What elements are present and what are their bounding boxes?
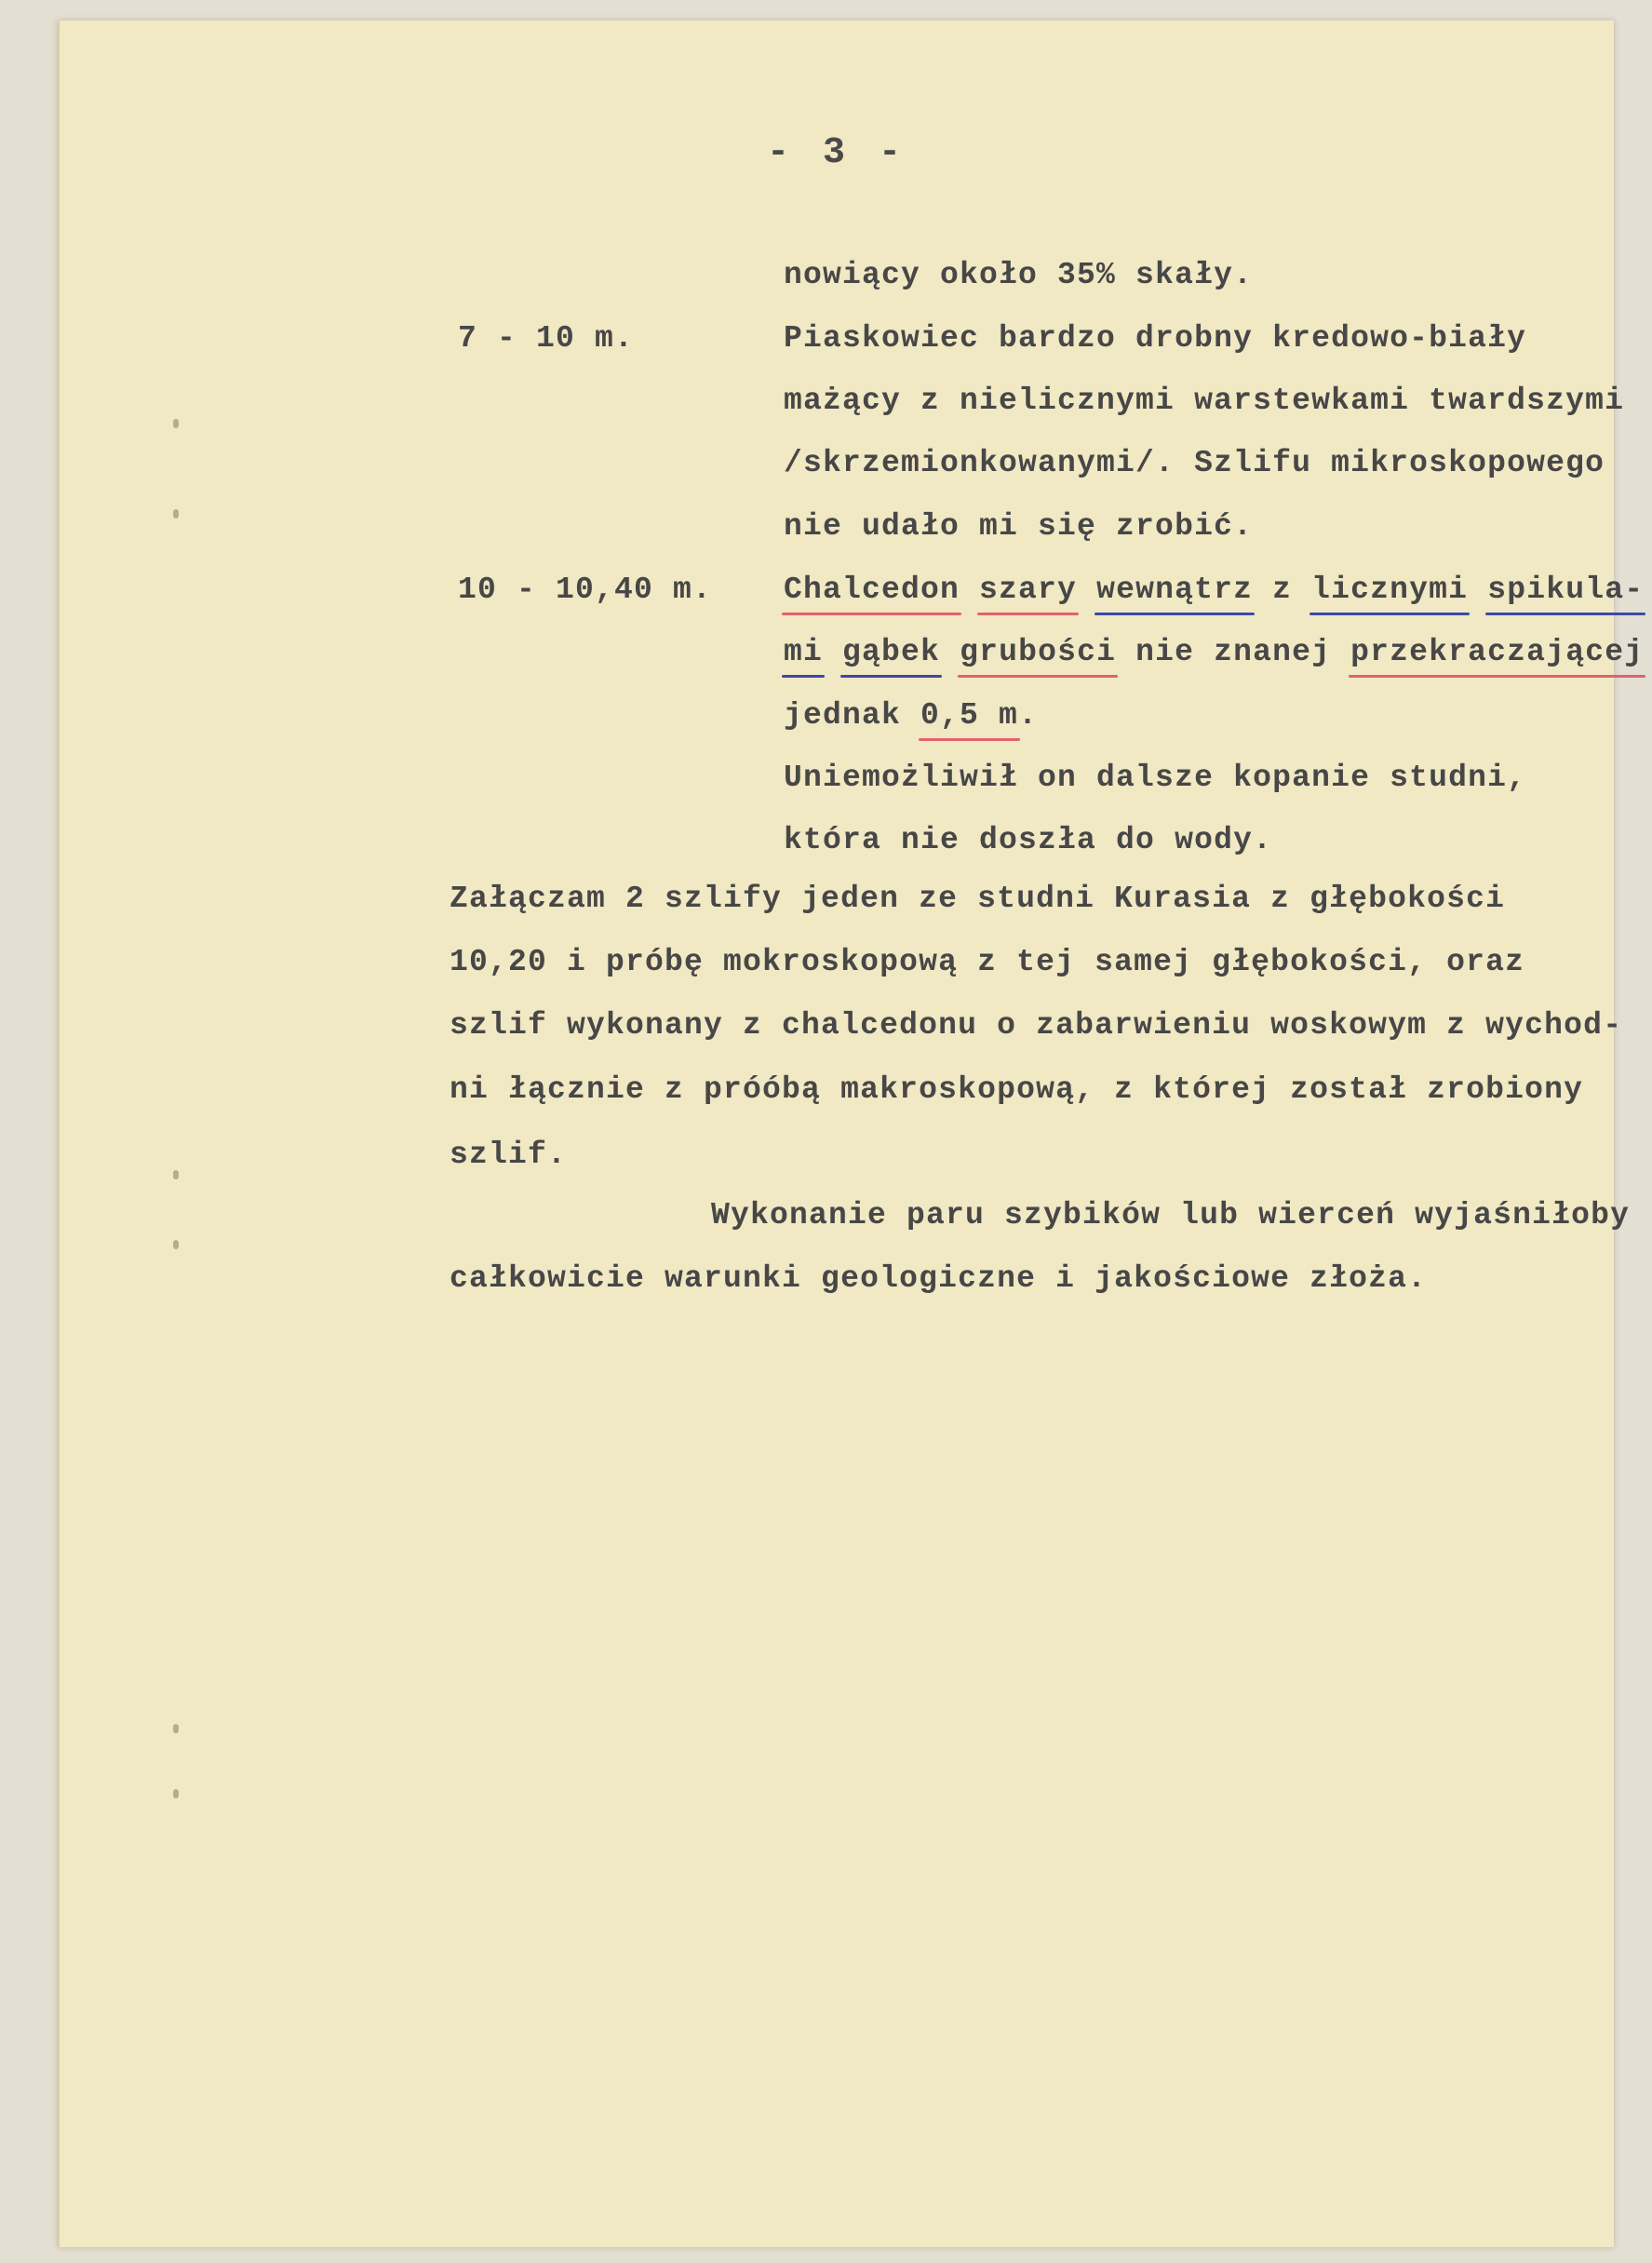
binding-hole-mark [173,1724,179,1733]
text-span [1468,572,1487,607]
underlined-word: mi [784,635,824,669]
underlined-word: grubości [960,635,1117,669]
text-line: która nie doszła do wody. [784,823,1273,857]
text-line: Piaskowiec bardzo drobny kredowo-biały [784,321,1527,356]
underlined-word: wewnątrz [1096,572,1254,607]
text-span [1077,572,1096,607]
text-line: nowiący około 35% skały. [784,258,1254,292]
underlined-word: gąbek [842,635,941,669]
paragraph-line: 10,20 i próbę mokroskopową z tej samej głębokości, oraz [450,945,1525,979]
text-span: nie znanej [1116,635,1351,669]
document-page [58,20,1645,2247]
binding-hole-mark [173,509,179,519]
underlined-word: spikula- [1487,572,1645,607]
paragraph-line: ni łącznie z próóbą makroskopową, z której został zrobiony [450,1072,1584,1107]
text-line: mażący z nielicznymi warstewkami twardszymi [784,384,1625,418]
binding-hole-mark [173,1789,179,1798]
text-span [960,572,979,607]
underlined-word: szary [979,572,1078,607]
paragraph-line: Załączam 2 szlify jeden ze studni Kurasia z głębokości [450,882,1506,916]
underlined-word: 0,5 m [920,698,1019,733]
text-span [823,635,842,669]
text-span: z [1253,572,1312,607]
text-span [940,635,960,669]
text-span: jednak [784,698,921,733]
underlined-word: Chalcedon [784,572,960,607]
underlined-word: licznymi [1311,572,1469,607]
paragraph-line: Wykonanie paru szybików lub wierceń wyjaśniłoby [711,1198,1631,1233]
text-line: Uniemożliwił on dalsze kopanie studni, [784,761,1527,795]
text-span: . [1018,698,1039,733]
underlined-word: przekraczającej [1350,635,1645,669]
text-line: nie udało mi się zrobić. [784,509,1254,544]
binding-hole-mark [173,1170,179,1179]
text-line-annotated [784,572,1644,607]
depth-label: 7 - 10 m. [458,321,635,356]
paragraph-line: szlif wykonany z chalcedonu o zabarwieniu woskowym z wychod- [450,1008,1623,1043]
page-number: - 3 - [767,132,907,174]
text-line-annotated [784,635,1644,669]
paragraph-line: całkowicie warunki geologiczne i jakościowe złoża. [450,1261,1428,1296]
paragraph-line: szlif. [450,1138,568,1172]
text-line: /skrzemionkowanymi/. Szlifu mikroskopowego [784,446,1605,480]
binding-hole-mark [173,419,179,428]
depth-label: 10 - 10,40 m. [458,572,713,607]
binding-hole-mark [173,1240,179,1249]
text-line-annotated [784,698,1038,733]
